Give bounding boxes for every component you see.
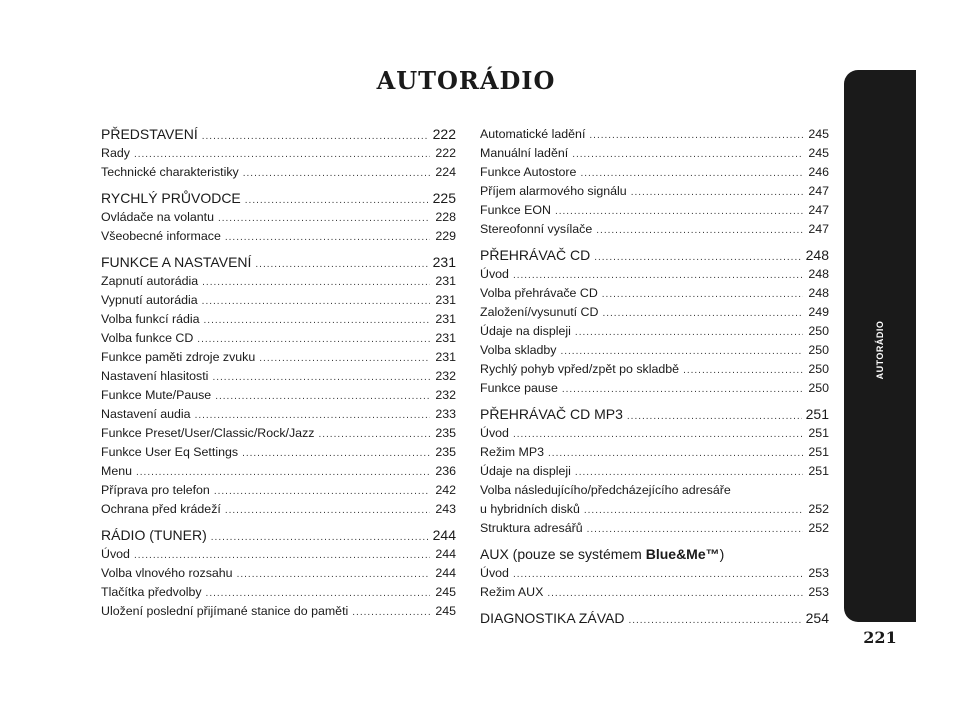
toc-entry-page: 231 bbox=[435, 331, 456, 345]
toc-entry-title: Funkce Preset/User/Classic/Rock/Jazz bbox=[101, 426, 315, 440]
dot-leader bbox=[547, 584, 803, 603]
toc-entry[interactable] bbox=[101, 310, 456, 329]
toc-entry[interactable] bbox=[101, 564, 456, 583]
toc-entry-page: 253 bbox=[808, 566, 829, 580]
dot-leader bbox=[628, 611, 801, 630]
toc-entry-title: Vypnutí autorádia bbox=[101, 293, 198, 307]
toc-entry[interactable] bbox=[101, 443, 456, 462]
toc-entry-page: 245 bbox=[808, 146, 829, 160]
toc-column-left bbox=[101, 125, 456, 621]
toc-entry-page: 244 bbox=[435, 547, 456, 561]
toc-entry-title: Nastavení audia bbox=[101, 407, 191, 421]
toc-entry-title: Automatické ladění bbox=[480, 127, 586, 141]
toc-entry[interactable] bbox=[101, 329, 456, 348]
dot-leader bbox=[631, 183, 803, 202]
page-number: 221 bbox=[863, 628, 897, 647]
toc-entry-title: Volba funkcí rádia bbox=[101, 312, 200, 326]
toc-entry-title: Funkce User Eq Settings bbox=[101, 445, 239, 459]
dot-leader bbox=[212, 368, 430, 387]
toc-entry[interactable] bbox=[101, 125, 456, 144]
toc-entry[interactable] bbox=[480, 322, 829, 341]
toc-entry-title: Režim AUX bbox=[480, 585, 544, 599]
dot-leader bbox=[204, 311, 430, 330]
dot-leader bbox=[555, 202, 803, 221]
toc-entry-page: 248 bbox=[805, 247, 829, 263]
toc-entry-page: 245 bbox=[435, 585, 456, 599]
dot-leader bbox=[211, 528, 429, 547]
toc-entry[interactable] bbox=[480, 424, 829, 443]
toc-entry[interactable] bbox=[101, 253, 456, 272]
toc-entry-page: 249 bbox=[808, 305, 829, 319]
toc-entry-page: 250 bbox=[808, 324, 829, 338]
toc-entry-title: Funkce Mute/Pause bbox=[101, 388, 212, 402]
toc-entry[interactable] bbox=[101, 481, 456, 500]
toc-entry-title: Příprava pro telefon bbox=[101, 483, 210, 497]
toc-entry-title: RYCHLÝ PRŮVODCE bbox=[101, 190, 241, 206]
toc-entry[interactable] bbox=[101, 367, 456, 386]
toc-entry-title: Úvod bbox=[480, 566, 509, 580]
dot-leader bbox=[602, 304, 803, 323]
toc-entry-page: 231 bbox=[435, 350, 456, 364]
dot-leader bbox=[594, 248, 801, 267]
toc-entry-page: 251 bbox=[805, 406, 829, 422]
toc-column-right bbox=[480, 125, 829, 628]
toc-entry-title: PŘEDSTAVENÍ bbox=[101, 126, 198, 142]
toc-entry-title: Údaje na displeji bbox=[480, 324, 571, 338]
dot-leader bbox=[562, 380, 803, 399]
dot-leader bbox=[255, 255, 428, 274]
toc-entry[interactable] bbox=[101, 227, 456, 246]
toc-entry[interactable] bbox=[480, 303, 829, 322]
dot-leader bbox=[584, 501, 803, 520]
toc-entry-page: 254 bbox=[805, 610, 829, 626]
toc-entry-title: Nastavení hlasitosti bbox=[101, 369, 209, 383]
toc-entry-page: 248 bbox=[808, 267, 829, 281]
toc-entry[interactable] bbox=[480, 443, 829, 462]
toc-entry[interactable] bbox=[101, 163, 456, 182]
dot-leader bbox=[136, 463, 430, 482]
dot-leader bbox=[627, 407, 802, 426]
toc-entry-title: Tlačítka předvolby bbox=[101, 585, 202, 599]
toc-entry[interactable] bbox=[101, 348, 456, 367]
toc-entry[interactable] bbox=[101, 189, 456, 208]
toc-entry-title: AUX (pouze se systémem Blue&Me™) bbox=[480, 546, 725, 562]
toc-entry-page: 224 bbox=[435, 165, 456, 179]
toc-entry[interactable] bbox=[101, 545, 456, 564]
dot-leader bbox=[513, 425, 803, 444]
dot-leader bbox=[318, 425, 430, 444]
toc-entry-page: 236 bbox=[435, 464, 456, 478]
dot-leader bbox=[134, 145, 430, 164]
toc-entry-page: 232 bbox=[435, 388, 456, 402]
dot-leader bbox=[548, 444, 803, 463]
toc-entry-page: 228 bbox=[435, 210, 456, 224]
brand-name: Blue&Me™ bbox=[645, 546, 720, 562]
toc-entry[interactable] bbox=[480, 246, 829, 265]
dot-leader bbox=[572, 145, 803, 164]
toc-entry-page: 246 bbox=[808, 165, 829, 179]
toc-entry[interactable] bbox=[480, 182, 829, 201]
toc-entry-title: Technické charakteristiky bbox=[101, 165, 239, 179]
toc-entry-title: Stereofonní vysílače bbox=[480, 222, 593, 236]
dot-leader bbox=[195, 406, 430, 425]
toc-entry-page: 222 bbox=[435, 146, 456, 160]
toc-entry[interactable] bbox=[101, 405, 456, 424]
toc-entry-title: Úvod bbox=[480, 426, 509, 440]
dot-leader bbox=[202, 273, 430, 292]
toc-entry[interactable] bbox=[480, 125, 829, 144]
toc-entry-title: Příjem alarmového signálu bbox=[480, 184, 627, 198]
toc-entry[interactable] bbox=[101, 291, 456, 310]
toc-entry-page: 242 bbox=[435, 483, 456, 497]
toc-entry-page: 229 bbox=[435, 229, 456, 243]
dot-leader bbox=[245, 191, 429, 210]
toc-entry-title: Manuální ladění bbox=[480, 146, 569, 160]
dot-leader bbox=[225, 228, 430, 247]
toc-entry[interactable] bbox=[101, 144, 456, 163]
dot-leader bbox=[202, 292, 430, 311]
toc-entry[interactable] bbox=[480, 144, 829, 163]
toc-entry-page: 244 bbox=[432, 527, 456, 543]
toc-entry-page: 231 bbox=[435, 312, 456, 326]
toc-entry-page: 225 bbox=[432, 190, 456, 206]
toc-entry[interactable] bbox=[101, 424, 456, 443]
toc-entry[interactable] bbox=[480, 481, 829, 500]
dot-leader bbox=[683, 361, 803, 380]
toc-entry-page: 245 bbox=[808, 127, 829, 141]
dot-leader bbox=[202, 127, 429, 146]
toc-entry[interactable] bbox=[480, 545, 829, 564]
toc-entry-page: 247 bbox=[808, 184, 829, 198]
toc-entry-title: u hybridních disků bbox=[480, 502, 580, 516]
toc-entry-title: Volba skladby bbox=[480, 343, 557, 357]
toc-entry-title: Funkce EON bbox=[480, 203, 551, 217]
toc-entry-title: Údaje na displeji bbox=[480, 464, 571, 478]
toc-entry[interactable] bbox=[101, 526, 456, 545]
toc-entry-title: Volba vlnového rozsahu bbox=[101, 566, 233, 580]
toc-entry-page: 252 bbox=[808, 502, 829, 516]
toc-entry[interactable] bbox=[480, 519, 829, 538]
dot-leader bbox=[596, 221, 803, 240]
side-tab-label: AUTORÁDIO bbox=[875, 320, 885, 380]
toc-entry-page: 253 bbox=[808, 585, 829, 599]
dot-leader bbox=[197, 330, 430, 349]
toc-entry[interactable] bbox=[480, 265, 829, 284]
toc-entry-title: Založení/vysunutí CD bbox=[480, 305, 599, 319]
dot-leader bbox=[214, 482, 430, 501]
toc-entry-title: PŘEHRÁVAČ CD bbox=[480, 247, 591, 263]
toc-entry-page: 247 bbox=[808, 203, 829, 217]
toc-entry[interactable] bbox=[101, 462, 456, 481]
toc-entry-title: Ovládače na volantu bbox=[101, 210, 214, 224]
toc-entry-page: 250 bbox=[808, 381, 829, 395]
toc-entry-page: 244 bbox=[435, 566, 456, 580]
page-title: AUTORÁDIO bbox=[376, 66, 556, 95]
toc-entry-title: Úvod bbox=[101, 547, 130, 561]
toc-entry[interactable] bbox=[480, 163, 829, 182]
toc-entry[interactable] bbox=[101, 602, 456, 621]
dot-leader bbox=[580, 164, 803, 183]
toc-entry-page: 245 bbox=[435, 604, 456, 618]
toc-entry-title: FUNKCE A NASTAVENÍ bbox=[101, 254, 252, 270]
toc-entry[interactable] bbox=[480, 341, 829, 360]
toc-entry-title: Struktura adresářů bbox=[480, 521, 583, 535]
toc-entry-page: 233 bbox=[435, 407, 456, 421]
toc-entry-title: Rychlý pohyb vpřed/zpět po skladbě bbox=[480, 362, 680, 376]
toc-entry-page: 247 bbox=[808, 222, 829, 236]
toc-entry[interactable] bbox=[480, 405, 829, 424]
toc-entry-page: 251 bbox=[808, 426, 829, 440]
dot-leader bbox=[587, 520, 803, 539]
toc-entry[interactable] bbox=[480, 564, 829, 583]
dot-leader bbox=[513, 565, 803, 584]
toc-entry[interactable] bbox=[480, 201, 829, 220]
toc-entry-page: 243 bbox=[435, 502, 456, 516]
toc-entry-page: 232 bbox=[435, 369, 456, 383]
dot-leader bbox=[352, 603, 430, 622]
toc-entry-page: 250 bbox=[808, 362, 829, 376]
toc-entry[interactable] bbox=[101, 208, 456, 227]
toc-entry-title: Ochrana před krádeží bbox=[101, 502, 221, 516]
toc-entry[interactable] bbox=[480, 379, 829, 398]
dot-leader bbox=[218, 209, 430, 228]
toc-entry-title: Funkce paměti zdroje zvuku bbox=[101, 350, 256, 364]
toc-entry[interactable] bbox=[480, 609, 829, 628]
toc-entry-page: 248 bbox=[808, 286, 829, 300]
dot-leader bbox=[225, 501, 430, 520]
toc-entry-page: 231 bbox=[435, 274, 456, 288]
dot-leader bbox=[575, 463, 803, 482]
toc-entry-page: 251 bbox=[808, 464, 829, 478]
toc-entry-title: Režim MP3 bbox=[480, 445, 545, 459]
toc-entry-page: 235 bbox=[435, 445, 456, 459]
toc-entry[interactable] bbox=[101, 500, 456, 519]
toc-entry[interactable] bbox=[480, 462, 829, 481]
dot-leader bbox=[560, 342, 803, 361]
toc-entry-page: 222 bbox=[432, 126, 456, 142]
dot-leader bbox=[206, 584, 430, 603]
toc-entry-title: Zapnutí autorádia bbox=[101, 274, 199, 288]
toc-entry-title: Volba přehrávače CD bbox=[480, 286, 598, 300]
dot-leader bbox=[589, 126, 803, 145]
toc-entry-title: Úvod bbox=[480, 267, 509, 281]
toc-entry-title: Rady bbox=[101, 146, 130, 160]
toc-entry-page: 231 bbox=[435, 293, 456, 307]
toc-entry-title: Uložení poslední přijímané stanice do paměti bbox=[101, 604, 349, 618]
toc-entry[interactable] bbox=[101, 386, 456, 405]
toc-entry-title: Volba následujícího/předcházejícího adresáře bbox=[480, 483, 731, 497]
toc-entry-page: 235 bbox=[435, 426, 456, 440]
dot-leader bbox=[602, 285, 803, 304]
toc-entry[interactable] bbox=[480, 583, 829, 602]
toc-entry-page: 250 bbox=[808, 343, 829, 357]
toc-entry-page: 251 bbox=[808, 445, 829, 459]
toc-entry[interactable] bbox=[480, 500, 829, 519]
toc-entry-title: Funkce pause bbox=[480, 381, 558, 395]
toc-entry-page: 252 bbox=[808, 521, 829, 535]
toc-entry-title: Volba funkce CD bbox=[101, 331, 194, 345]
toc-entry[interactable] bbox=[480, 284, 829, 303]
dot-leader bbox=[259, 349, 430, 368]
dot-leader bbox=[243, 164, 430, 183]
dot-leader bbox=[513, 266, 803, 285]
toc-entry[interactable] bbox=[101, 583, 456, 602]
dot-leader bbox=[237, 565, 430, 584]
dot-leader bbox=[134, 546, 430, 565]
toc-entry-title: Menu bbox=[101, 464, 132, 478]
toc-entry-title: Funkce Autostore bbox=[480, 165, 577, 179]
toc-entry-page: 231 bbox=[432, 254, 456, 270]
toc-entry[interactable] bbox=[101, 272, 456, 291]
dot-leader bbox=[242, 444, 430, 463]
dot-leader bbox=[215, 387, 430, 406]
toc-entry-title: Všeobecné informace bbox=[101, 229, 221, 243]
toc-entry-title: RÁDIO (TUNER) bbox=[101, 527, 207, 543]
toc-entry-title: PŘEHRÁVAČ CD MP3 bbox=[480, 406, 623, 422]
toc-entry[interactable] bbox=[480, 360, 829, 379]
dot-leader bbox=[575, 323, 803, 342]
toc-entry-title: DIAGNOSTIKA ZÁVAD bbox=[480, 610, 625, 626]
toc-entry[interactable] bbox=[480, 220, 829, 239]
